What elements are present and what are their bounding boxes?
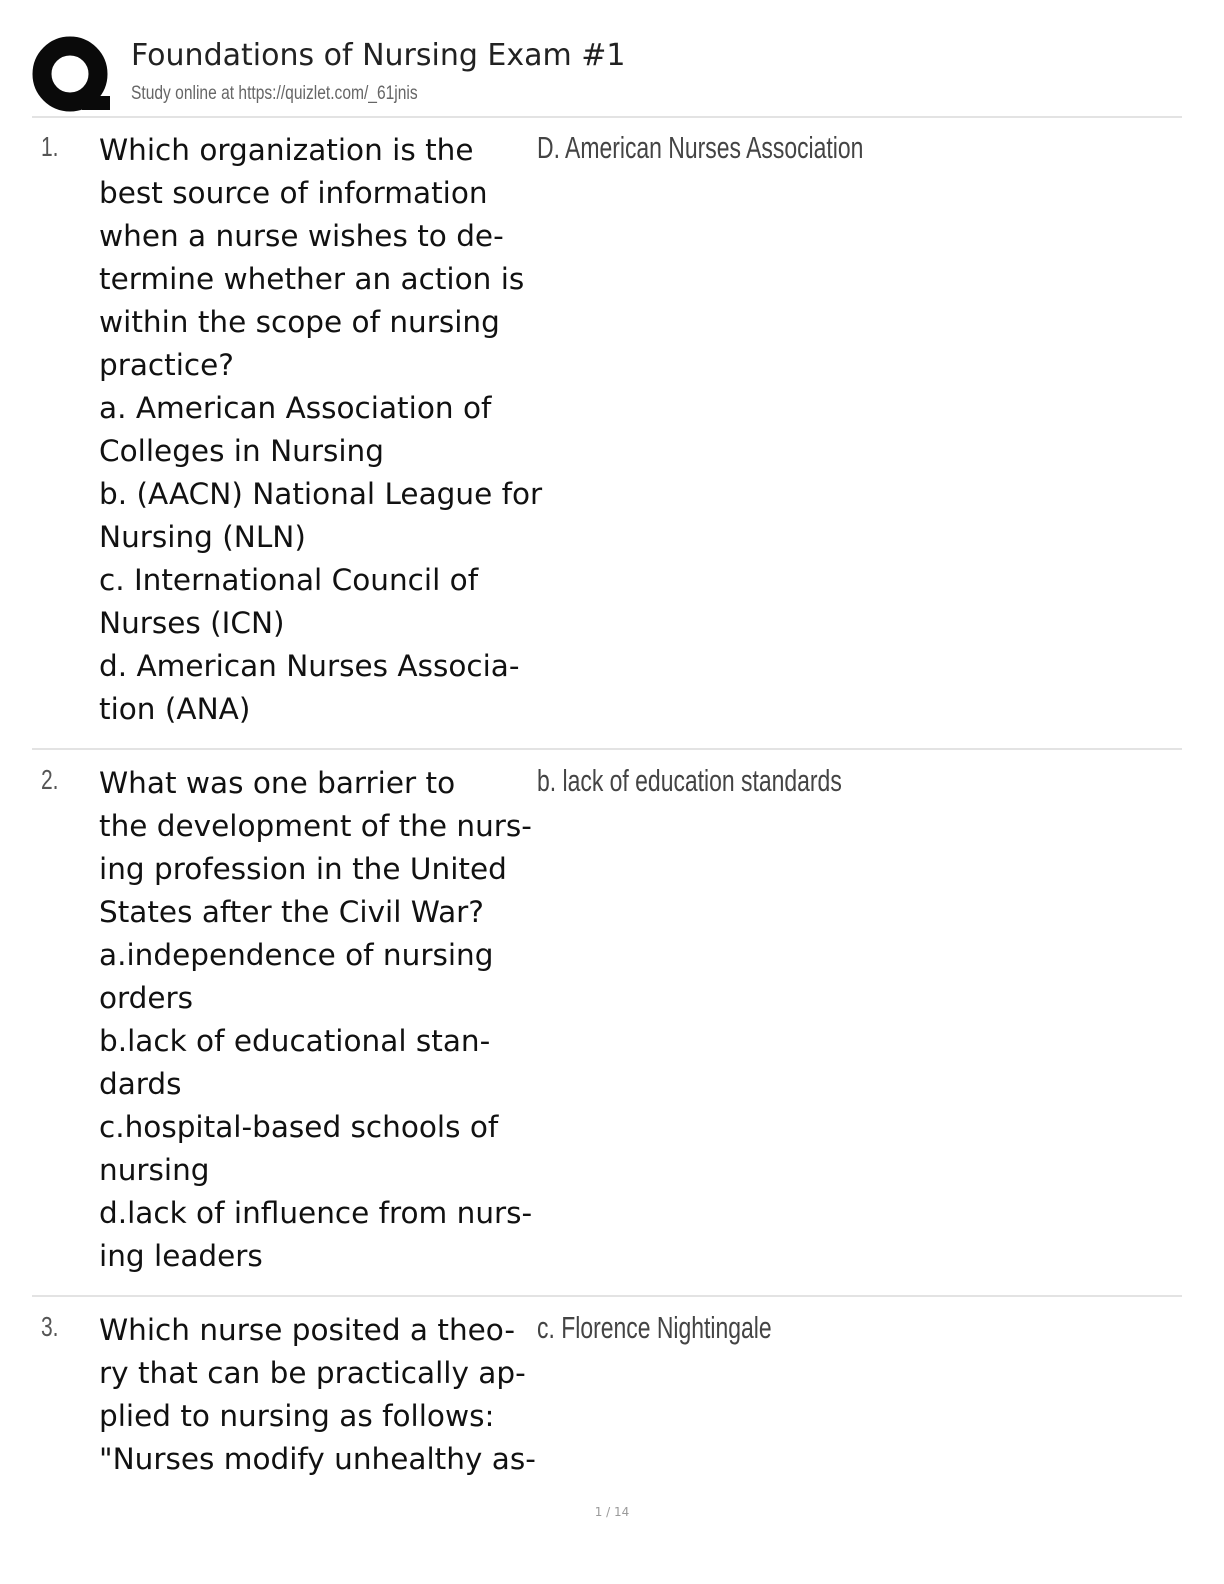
card-question: Which organization is the best source of information when a nurse wishes to de- termine whether an action is within the scope of nursing practice? a. American Association of Colleges in Nursing b. (AACN) National League for Nursing (NLN) c. International Council of Nurses (ICN) d. American Nurses Associa- tion (ANA) [99,133,543,726]
card-divider [32,1295,1182,1297]
study-online-link[interactable]: Study online at https://quizlet.com/_61jnis [131,83,418,104]
card-answer: b. lack of education standards [537,763,842,798]
card-answer: D. American Nurses Association [537,130,864,165]
card-divider [32,748,1182,750]
card-number: 1. [41,131,59,162]
card-question: What was one barrier to the development of the nurs- ing profession in the United States after the Civil War? a.independence of nursing orders b.lack of educational stan- dards c.hospital-based schools of nursing d.lack of influence from nurs- ing leaders [99,766,533,1273]
document-title: Foundations of Nursing Exam #1 [131,38,626,73]
card-number: 2. [41,764,59,795]
card-number: 3. [41,1311,59,1342]
header-divider [32,116,1182,118]
page-indicator: 1 / 14 [594,1505,630,1519]
page-header [32,30,1182,118]
card-answer: c. Florence Nightingale [537,1310,772,1345]
card-question: Which nurse posited a theo- ry that can be practically ap- plied to nursing as follows: "Nurses modify unhealthy as- [99,1313,536,1476]
quizlet-logo-icon [32,34,114,116]
